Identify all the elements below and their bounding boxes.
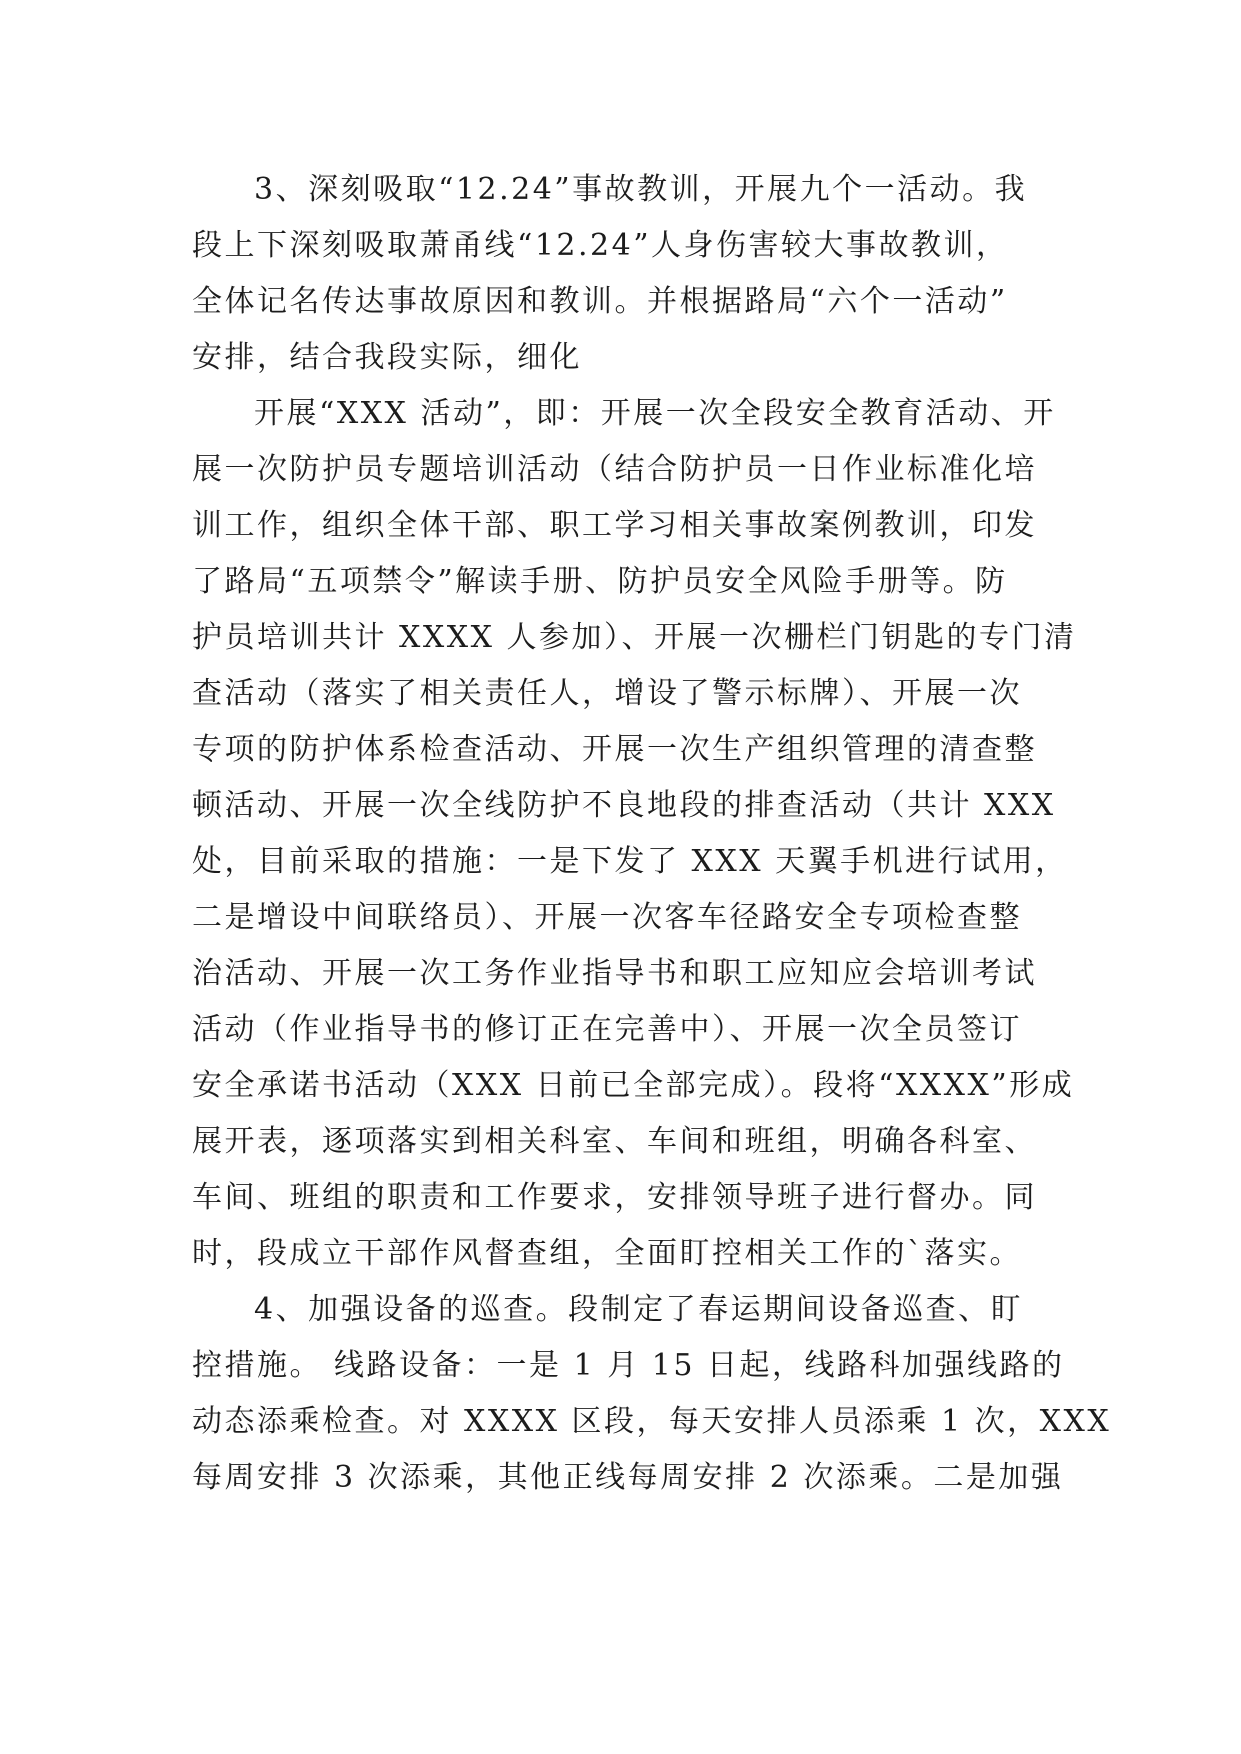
text-line: 展开表，逐项落实到相关科室、车间和班组，明确各科室、 (192, 1124, 1037, 1159)
text-line: 护员培训共计 XXXX 人参加）、开展一次栅栏门钥匙的专门清 (192, 620, 1077, 655)
text-line: 开展“XXX 活动”，即：开展一次全段安全教育活动、开 (254, 396, 1056, 431)
text-line: 处，目前采取的措施：一是下发了 XXX 天翼手机进行试用， (192, 844, 1068, 879)
text-line: 治活动、开展一次工务作业指导书和职工应知应会培训考试 (192, 956, 1037, 991)
paragraph-3 (192, 162, 1072, 386)
text-line: 查活动（落实了相关责任人，增设了警示标牌）、开展一次 (192, 676, 1022, 711)
text-line: 专项的防护体系检查活动、开展一次生产组织管理的清查整 (192, 732, 1037, 767)
paragraph-4 (192, 1282, 1112, 1506)
text-line: 活动（作业指导书的修订正在完善中）、开展一次全员签订 (192, 1012, 1022, 1047)
text-line: 车间、班组的职责和工作要求，安排领导班子进行督办。同 (192, 1180, 1037, 1215)
text-line: 每周安排 3 次添乘，其他正线每周安排 2 次添乘。二是加强 (192, 1460, 1064, 1495)
text-line: 训工作，组织全体干部、职工学习相关事故案例教训，印发 (192, 508, 1037, 543)
text-line: 二是增设中间联络员）、开展一次客车径路安全专项检查整 (192, 900, 1022, 935)
text-line: 全体记名传达事故原因和教训。并根据路局“六个一活动” (192, 284, 1008, 319)
text-line: 4、加强设备的巡查。段制定了春运期间设备巡查、盯 (254, 1292, 1024, 1327)
text-line: 了路局“五项禁令”解读手册、防护员安全风险手册等。防 (192, 564, 1008, 599)
text-line: 安全承诺书活动（XXX 日前已全部完成）。段将“XXXX”形成 (192, 1068, 1075, 1103)
paragraph-activities (192, 386, 1077, 1282)
text-line: 展一次防护员专题培训活动（结合防护员一日作业标准化培 (192, 452, 1037, 487)
text-line: 段上下深刻吸取萧甬线“12.24”人身伤害较大事故教训， (192, 228, 1009, 263)
text-line: 时，段成立干部作风督查组，全面盯控相关工作的`落实。 (192, 1236, 1022, 1271)
document-body (192, 162, 1112, 1506)
text-line: 动态添乘检查。对 XXXX 区段，每天安排人员添乘 1 次，XXX (192, 1404, 1112, 1439)
text-line: 3、深刻吸取“12.24”事故教训，开展九个一活动。我 (254, 172, 1028, 207)
text-line: 安排，结合我段实际，细化 (192, 340, 582, 375)
text-line: 控措施。 线路设备：一是 1 月 15 日起，线路科加强线路的 (192, 1348, 1065, 1383)
text-line: 顿活动、开展一次全线防护不良地段的排查活动（共计 XXX (192, 788, 1056, 823)
